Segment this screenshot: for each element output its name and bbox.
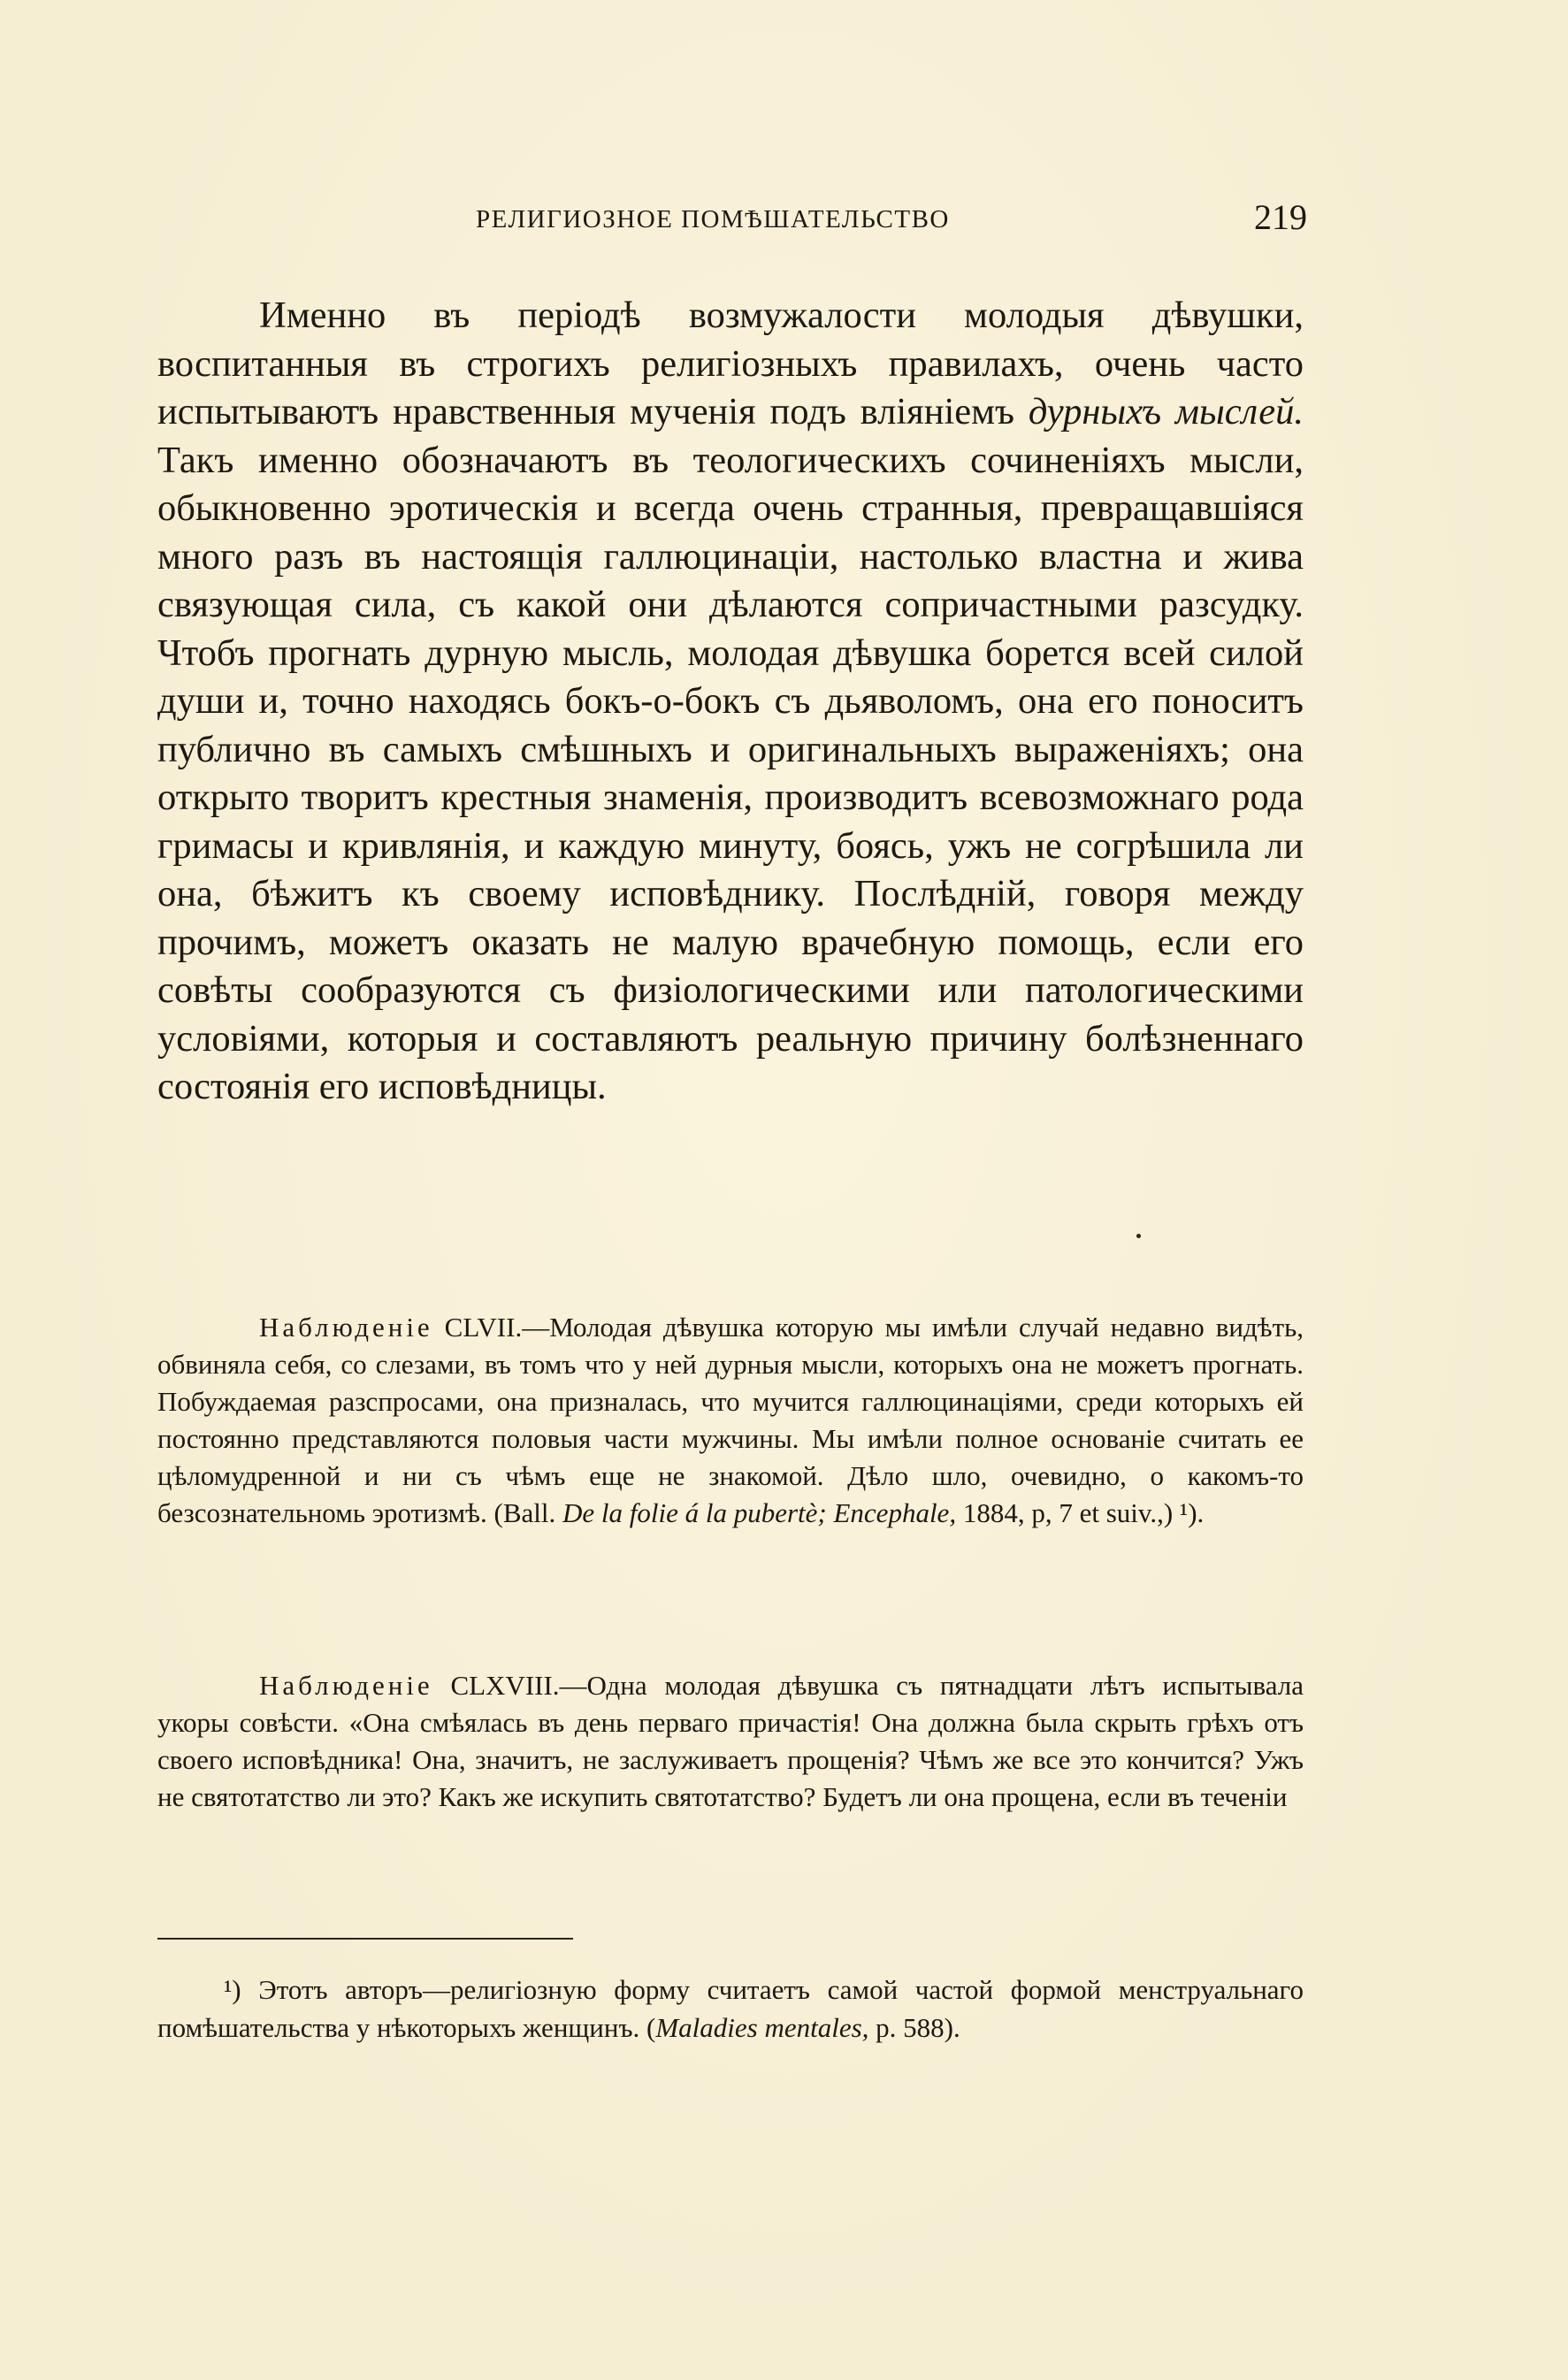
footnote-end: p. 588). bbox=[868, 2012, 960, 2043]
citation-end: 1884, p, 7 et suiv.,) ¹). bbox=[956, 1497, 1205, 1528]
observation-168 bbox=[157, 1667, 1304, 1816]
page-number: 219 bbox=[1254, 197, 1307, 237]
paragraph bbox=[157, 292, 1304, 1112]
footnote-divider bbox=[157, 1938, 573, 1940]
stray-dot bbox=[1136, 1234, 1141, 1238]
paragraph-text-end: Такъ именно обозначаютъ въ теологическихъ сочиненіяхъ мысли, обыкновенно эротическія и всегда очень странныя, превращавшіяся много разъ въ настоящія галлюцинаціи, настолько властна и жива связующая сила, съ какой они дѣлаются сопричастными разсудку. Чтобъ прогнать дурную мысль, молодая дѣвушка борется всей силой души и, точно находясь бокъ-о-бокъ съ дьяволомъ, она его поноситъ публично въ самыхъ смѣшныхъ и оригинальныхъ выраженіяхъ; она открыто творитъ крестныя знаменія, производитъ всевозможнаго рода гримасы и кривлянія, и каждую минуту, боясь, ужъ не согрѣшила ли она, бѣжитъ къ своему исповѣднику. Послѣдній, говоря между прочимъ, можетъ оказать не малую врачебную помощь, если его совѣты сообразуются съ физіологическими или патологическими условіями, которыя и составляютъ реальную причину болѣзненнаго состоянія его исповѣдницы. bbox=[157, 439, 1304, 1107]
observation-paragraph bbox=[157, 1667, 1304, 1816]
footnote-marker: ¹) bbox=[224, 1974, 241, 2005]
paragraph-text-start: Именно въ періодѣ возмужалости молодыя дѣвушки, воспитанныя въ строгихъ религіозныхъ правилахъ, очень часто испытываютъ нравственныя мученія подъ вліяніемъ bbox=[157, 295, 1304, 432]
footnote-italic: Maladies mentales, bbox=[655, 2012, 869, 2043]
observation-paragraph bbox=[157, 1309, 1304, 1532]
running-head: РЕЛИГИОЗНОЕ ПОМѢШАТЕЛЬСТВО bbox=[476, 205, 950, 233]
observation-157 bbox=[157, 1309, 1304, 1532]
footnote bbox=[157, 1971, 1304, 2047]
footnote-paragraph bbox=[157, 1971, 1304, 2047]
footnote-text: Этотъ авторъ—религіозную форму считаетъ самой частой формой менструальнаго помѣшательства у нѣкоторыхъ женщинъ. ( bbox=[157, 1974, 1304, 2043]
paragraph-italic-phrase: дурныхъ мыслей. bbox=[1028, 391, 1304, 432]
observation-text: —Молодая дѣвушка которую мы имѣли случай недавно видѣть, обвиняла себя, со слезами, въ томъ что у ней дурныя мысли, которыхъ она не можетъ прогнать. Побуждаемая разспросами, она призналась, что мучится галлюцинаціями, среди которыхъ ей постоянно представляются половыя части мужчины. Мы имѣли полное основаніе считать ее цѣломудренной и ни съ чѣмъ еще не знакомой. Дѣло шло, очевидно, о какомъ-то безсознательномь эротизмѣ. (Ball. bbox=[157, 1312, 1304, 1528]
page-header bbox=[157, 196, 1307, 249]
main-paragraph bbox=[157, 292, 1304, 1112]
observation-number: CLVII. bbox=[444, 1312, 523, 1343]
observation-label: Наблюденіе bbox=[259, 1312, 433, 1343]
observation-number: CLXVIII. bbox=[450, 1670, 560, 1701]
citation-italic: De la folie á la pubertè; Encephale, bbox=[562, 1497, 957, 1528]
observation-text: —Одна молодая дѣвушка съ пятнадцати лѣтъ испытывала укоры совѣсти. «Она смѣялась въ день перваго причастія! Она должна была скрыть грѣхъ отъ своего исповѣдника! Она, значитъ, не заслуживаетъ прощенія? Чѣмъ же все это кончится? Ужъ не святотатство ли это? Какъ же искупить святотатство? Будетъ ли она прощена, если въ теченіи bbox=[157, 1670, 1304, 1812]
observation-label: Наблюденіе bbox=[259, 1670, 433, 1701]
